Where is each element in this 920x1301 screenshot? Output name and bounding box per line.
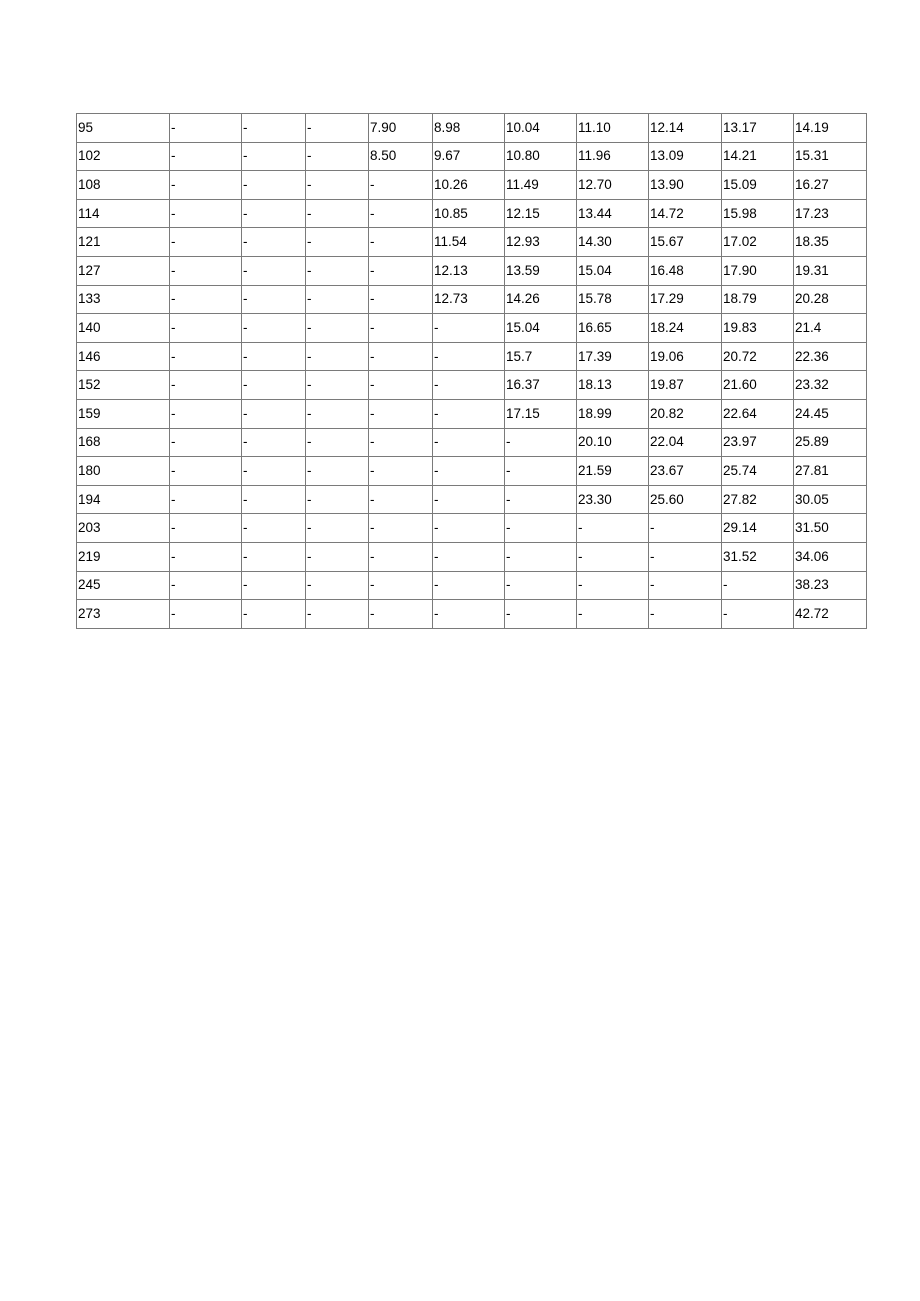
table-cell: - (505, 485, 577, 514)
table-cell: 12.14 (649, 114, 722, 143)
table-row (77, 428, 867, 457)
table-cell: - (505, 571, 577, 600)
table-cell: 15.09 (722, 171, 794, 200)
table-cell: - (242, 142, 306, 171)
table-cell: 19.06 (649, 342, 722, 371)
table-cell: - (306, 514, 369, 543)
row-header-cell: 194 (77, 485, 170, 514)
table-cell: - (242, 371, 306, 400)
table-cell: - (505, 428, 577, 457)
table-cell: - (306, 285, 369, 314)
table-cell: 19.83 (722, 314, 794, 343)
table-cell: 7.90 (369, 114, 433, 143)
table-cell: 16.65 (577, 314, 649, 343)
table-cell: 17.23 (794, 199, 867, 228)
table-cell: 22.36 (794, 342, 867, 371)
table-cell: 14.72 (649, 199, 722, 228)
row-header-cell: 273 (77, 600, 170, 629)
table-cell: 23.67 (649, 457, 722, 486)
table-cell: - (505, 542, 577, 571)
table-cell: 17.29 (649, 285, 722, 314)
table-cell: - (170, 199, 242, 228)
table-cell: - (505, 457, 577, 486)
table-cell: 12.93 (505, 228, 577, 257)
table-cell: - (170, 171, 242, 200)
table-cell: - (505, 600, 577, 629)
table-cell: - (649, 542, 722, 571)
table-cell: - (170, 371, 242, 400)
table-row (77, 228, 867, 257)
table-cell: 30.05 (794, 485, 867, 514)
row-header-cell: 108 (77, 171, 170, 200)
table-cell: 42.72 (794, 600, 867, 629)
table-cell: 25.74 (722, 457, 794, 486)
table-cell: 25.89 (794, 428, 867, 457)
table-cell: 13.09 (649, 142, 722, 171)
table-cell: 17.15 (505, 399, 577, 428)
row-header-cell: 203 (77, 514, 170, 543)
table-cell: 11.54 (433, 228, 505, 257)
table-cell: 14.21 (722, 142, 794, 171)
table-cell: - (649, 571, 722, 600)
table-cell: 13.44 (577, 199, 649, 228)
row-header-cell: 102 (77, 142, 170, 171)
row-header-cell: 159 (77, 399, 170, 428)
table-cell: - (433, 457, 505, 486)
table-cell: 20.10 (577, 428, 649, 457)
table-cell: - (369, 285, 433, 314)
table-cell: - (369, 199, 433, 228)
table-cell: - (369, 171, 433, 200)
table-cell: 18.99 (577, 399, 649, 428)
table-cell: 34.06 (794, 542, 867, 571)
table-cell: - (242, 256, 306, 285)
table-cell: 14.30 (577, 228, 649, 257)
table-cell: 10.85 (433, 199, 505, 228)
table-row (77, 314, 867, 343)
row-header-cell: 127 (77, 256, 170, 285)
row-header-cell: 168 (77, 428, 170, 457)
table-cell: - (242, 114, 306, 143)
table-cell: - (369, 342, 433, 371)
table-cell: - (577, 542, 649, 571)
table-cell: - (369, 542, 433, 571)
table-cell: - (306, 457, 369, 486)
table-row (77, 142, 867, 171)
table-row (77, 371, 867, 400)
table-cell: 19.87 (649, 371, 722, 400)
table-cell: - (306, 371, 369, 400)
table-cell: 17.39 (577, 342, 649, 371)
table-cell: - (242, 571, 306, 600)
table-cell: 10.80 (505, 142, 577, 171)
table-cell: 20.72 (722, 342, 794, 371)
table-cell: - (242, 399, 306, 428)
table-cell: 20.28 (794, 285, 867, 314)
table-cell: 18.13 (577, 371, 649, 400)
table-cell: - (170, 428, 242, 457)
table-cell: - (306, 571, 369, 600)
table-cell: - (369, 314, 433, 343)
table-cell: 23.32 (794, 371, 867, 400)
table-row (77, 600, 867, 629)
table-cell: 8.50 (369, 142, 433, 171)
table-cell: - (306, 256, 369, 285)
table-cell: - (433, 600, 505, 629)
table-cell: 29.14 (722, 514, 794, 543)
table-cell: 38.23 (794, 571, 867, 600)
table-cell: - (242, 600, 306, 629)
table-cell: 19.31 (794, 256, 867, 285)
table-cell: 22.64 (722, 399, 794, 428)
row-header-cell: 133 (77, 285, 170, 314)
row-header-cell: 140 (77, 314, 170, 343)
table-cell: 12.70 (577, 171, 649, 200)
table-cell: - (242, 485, 306, 514)
row-header-cell: 114 (77, 199, 170, 228)
table-cell: - (577, 571, 649, 600)
table-cell: - (242, 228, 306, 257)
table-cell: - (306, 600, 369, 629)
table-row (77, 542, 867, 571)
table-cell: - (170, 485, 242, 514)
table-cell: - (306, 228, 369, 257)
table-cell: - (306, 342, 369, 371)
table-cell: - (306, 399, 369, 428)
table-cell: 15.98 (722, 199, 794, 228)
table-cell: - (170, 342, 242, 371)
table-cell: - (369, 600, 433, 629)
table-cell: - (242, 342, 306, 371)
row-header-cell: 219 (77, 542, 170, 571)
table-cell: 18.24 (649, 314, 722, 343)
table-cell: 12.73 (433, 285, 505, 314)
table-cell: 22.04 (649, 428, 722, 457)
row-header-cell: 95 (77, 114, 170, 143)
table-cell: 27.82 (722, 485, 794, 514)
table-row (77, 571, 867, 600)
table-cell: 15.04 (577, 256, 649, 285)
table-cell: 16.48 (649, 256, 722, 285)
row-header-cell: 146 (77, 342, 170, 371)
table-cell: 12.15 (505, 199, 577, 228)
table-cell: - (170, 457, 242, 486)
table-cell: 12.13 (433, 256, 505, 285)
table-cell: 15.78 (577, 285, 649, 314)
table-row (77, 399, 867, 428)
table-cell: 15.31 (794, 142, 867, 171)
table-cell: - (242, 542, 306, 571)
table-cell: - (505, 514, 577, 543)
table-cell: 31.50 (794, 514, 867, 543)
table-cell: 15.04 (505, 314, 577, 343)
table-cell: - (369, 256, 433, 285)
table-cell: 15.67 (649, 228, 722, 257)
table-cell: - (433, 342, 505, 371)
table-cell: - (577, 600, 649, 629)
table-cell: - (433, 314, 505, 343)
table-cell: - (170, 142, 242, 171)
table-cell: 16.37 (505, 371, 577, 400)
table-cell: - (306, 428, 369, 457)
table-cell: 13.59 (505, 256, 577, 285)
table-cell: - (242, 457, 306, 486)
table-cell: - (170, 228, 242, 257)
table-cell: 18.35 (794, 228, 867, 257)
table-cell: - (170, 285, 242, 314)
row-header-cell: 152 (77, 371, 170, 400)
table-row (77, 114, 867, 143)
table-cell: - (433, 514, 505, 543)
table-cell: - (242, 171, 306, 200)
table-cell: - (170, 399, 242, 428)
table-cell: - (649, 514, 722, 543)
table-cell: - (433, 485, 505, 514)
table-row (77, 199, 867, 228)
table-cell: - (306, 171, 369, 200)
table-cell: 13.90 (649, 171, 722, 200)
table-cell: - (369, 514, 433, 543)
table-body (77, 114, 867, 629)
table-cell: - (433, 399, 505, 428)
table-cell: - (242, 199, 306, 228)
table-cell: 24.45 (794, 399, 867, 428)
table-cell: - (369, 228, 433, 257)
table-cell: - (722, 571, 794, 600)
table-cell: - (433, 428, 505, 457)
table-cell: - (242, 314, 306, 343)
table-cell: - (242, 428, 306, 457)
table-cell: - (369, 371, 433, 400)
data-table (76, 113, 867, 629)
table-cell: 8.98 (433, 114, 505, 143)
table-row (77, 285, 867, 314)
table-cell: 17.02 (722, 228, 794, 257)
table-cell: 21.4 (794, 314, 867, 343)
table-cell: - (369, 571, 433, 600)
table-cell: - (577, 514, 649, 543)
table-cell: - (170, 514, 242, 543)
table-cell: - (722, 600, 794, 629)
row-header-cell: 245 (77, 571, 170, 600)
table-cell: - (369, 457, 433, 486)
table-cell: - (369, 428, 433, 457)
table-cell: - (242, 285, 306, 314)
table-cell: 14.26 (505, 285, 577, 314)
table-row (77, 457, 867, 486)
table-cell: - (433, 571, 505, 600)
row-header-cell: 121 (77, 228, 170, 257)
table-cell: - (306, 542, 369, 571)
table-cell: - (170, 314, 242, 343)
table-cell: 31.52 (722, 542, 794, 571)
table-row (77, 485, 867, 514)
table-cell: - (306, 314, 369, 343)
table-cell: 25.60 (649, 485, 722, 514)
table-cell: - (170, 256, 242, 285)
table-cell: - (369, 399, 433, 428)
table-cell: 20.82 (649, 399, 722, 428)
table-row (77, 171, 867, 200)
table-cell: - (433, 542, 505, 571)
table-cell: 14.19 (794, 114, 867, 143)
table-cell: 9.67 (433, 142, 505, 171)
table-cell: 16.27 (794, 171, 867, 200)
table-cell: 23.30 (577, 485, 649, 514)
table-cell: 21.60 (722, 371, 794, 400)
table-cell: - (649, 600, 722, 629)
table-row (77, 342, 867, 371)
table-cell: - (369, 485, 433, 514)
table-cell: 21.59 (577, 457, 649, 486)
table-cell: 18.79 (722, 285, 794, 314)
table-cell: 11.96 (577, 142, 649, 171)
table-row (77, 514, 867, 543)
table-cell: - (170, 571, 242, 600)
table-cell: 10.26 (433, 171, 505, 200)
table-cell: - (433, 371, 505, 400)
table-cell: - (306, 142, 369, 171)
table-cell: - (170, 114, 242, 143)
table-cell: - (170, 542, 242, 571)
table-cell: - (170, 600, 242, 629)
table-cell: - (306, 199, 369, 228)
table-row (77, 256, 867, 285)
table-cell: 13.17 (722, 114, 794, 143)
table-cell: 23.97 (722, 428, 794, 457)
table-cell: 27.81 (794, 457, 867, 486)
table-cell: - (306, 114, 369, 143)
table-cell: 17.90 (722, 256, 794, 285)
row-header-cell: 180 (77, 457, 170, 486)
table-cell: - (306, 485, 369, 514)
table-cell: - (242, 514, 306, 543)
table-cell: 10.04 (505, 114, 577, 143)
table-cell: 15.7 (505, 342, 577, 371)
table-cell: 11.10 (577, 114, 649, 143)
table-cell: 11.49 (505, 171, 577, 200)
